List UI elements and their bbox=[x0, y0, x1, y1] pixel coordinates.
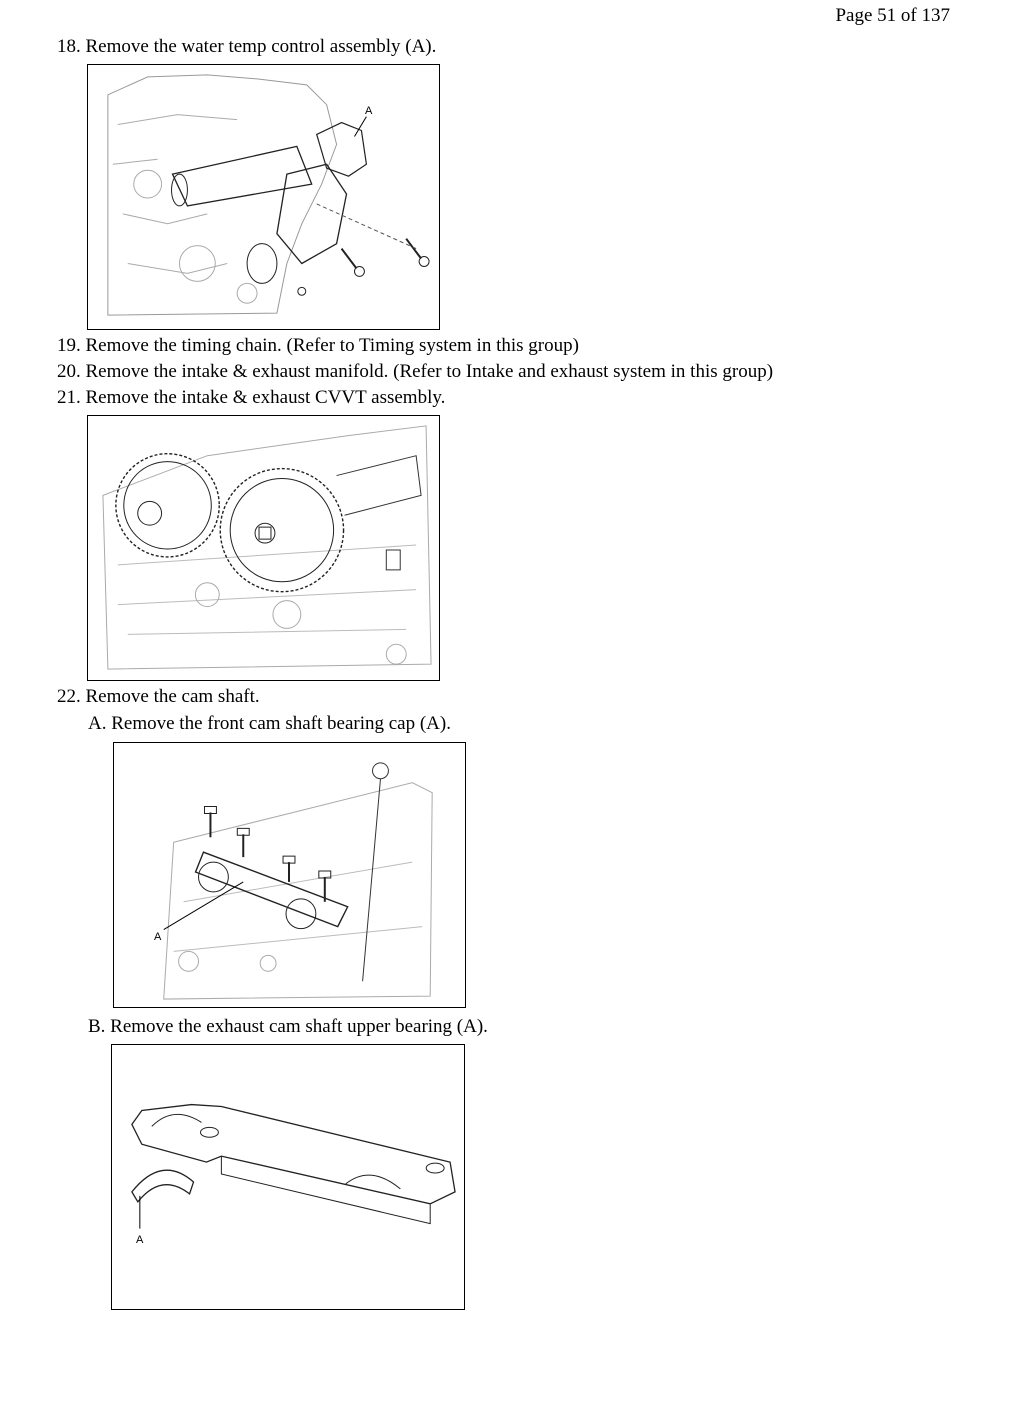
figure-water-temp-control-assembly bbox=[87, 64, 440, 330]
step-18: 18. Remove the water temp control assembly (A). bbox=[57, 36, 437, 57]
step-22: 22. Remove the cam shaft. bbox=[57, 686, 260, 707]
figure-exhaust-upper-bearing bbox=[111, 1044, 465, 1310]
figure-front-bearing-cap bbox=[113, 742, 466, 1008]
callout-a: A bbox=[136, 1234, 144, 1246]
page-number: Page 51 of 137 bbox=[835, 5, 950, 26]
figure-cvvt-assembly bbox=[87, 415, 440, 681]
step-19: 19. Remove the timing chain. (Refer to Timing system in this group) bbox=[57, 335, 579, 356]
callout-a: A bbox=[154, 931, 162, 943]
step-22-b: B. Remove the exhaust cam shaft upper bearing (A). bbox=[88, 1016, 488, 1037]
step-22-a: A. Remove the front cam shaft bearing cap (A). bbox=[88, 713, 451, 734]
callout-a: A bbox=[365, 105, 373, 117]
step-20: 20. Remove the intake & exhaust manifold. (Refer to Intake and exhaust system in this group) bbox=[57, 361, 774, 382]
step-21: 21. Remove the intake & exhaust CVVT assembly. bbox=[57, 387, 446, 408]
